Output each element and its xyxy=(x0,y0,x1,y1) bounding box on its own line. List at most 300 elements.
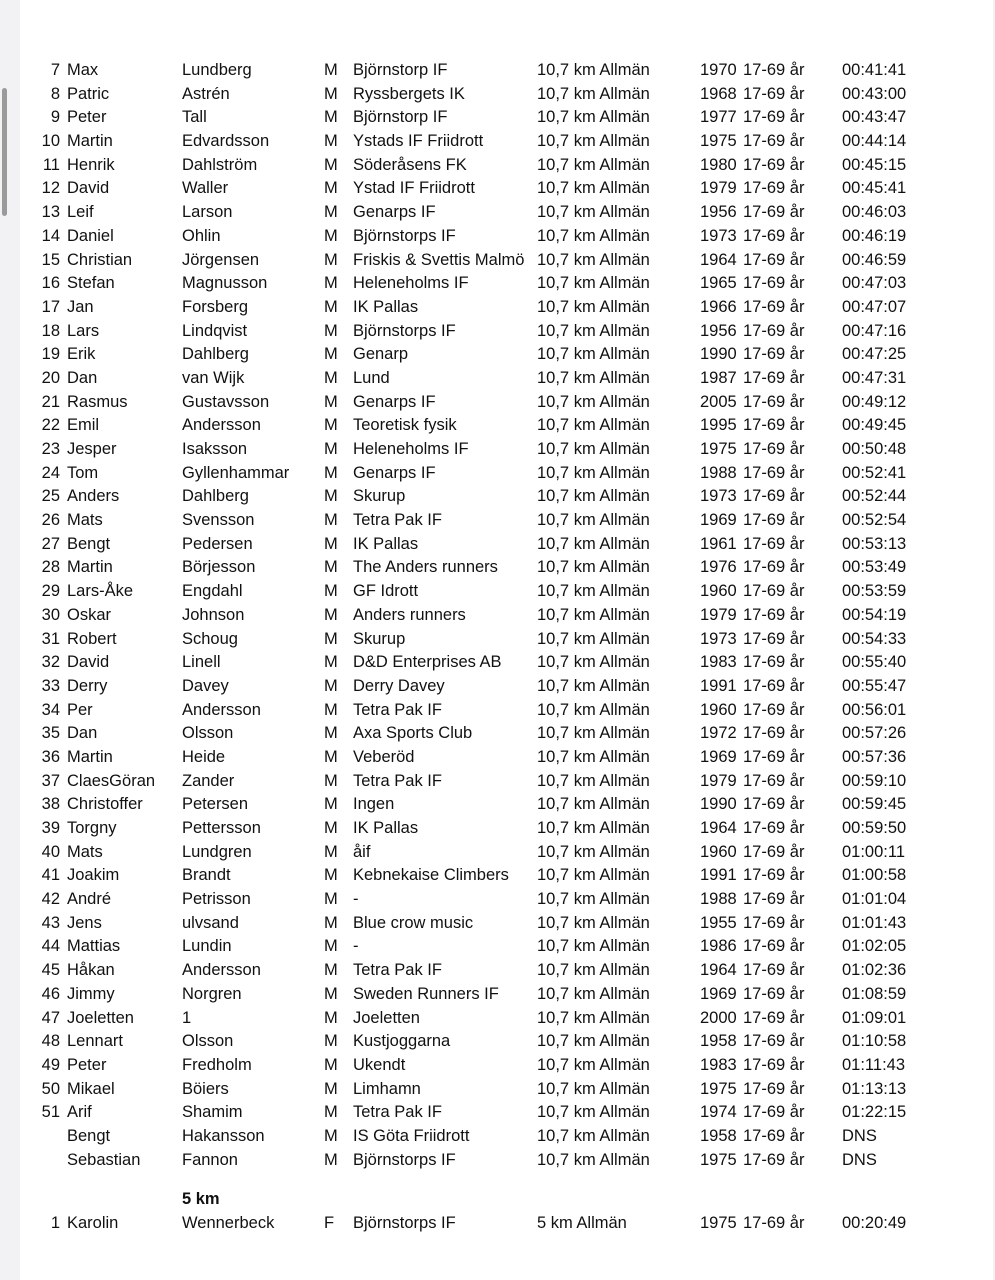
table-row xyxy=(20,864,993,888)
class-cell: 10,7 km Allmän xyxy=(537,416,650,435)
table-row xyxy=(20,628,993,652)
birth-year-cell: 1966 xyxy=(700,297,737,316)
table-row xyxy=(20,177,993,201)
class-cell: 10,7 km Allmän xyxy=(537,558,650,577)
birth-year-cell: 1973 xyxy=(700,226,737,245)
last-name-cell: Edvardsson xyxy=(182,132,270,151)
club-cell: Genarps IF xyxy=(353,463,436,482)
first-name-cell: Christoffer xyxy=(67,795,143,814)
last-name-cell: Fannon xyxy=(182,1150,238,1169)
birth-year-cell: 1964 xyxy=(700,250,737,269)
club-cell: Ystads IF Friidrott xyxy=(353,132,484,151)
place-cell: 13 xyxy=(41,203,60,222)
age-group-cell: 17-69 år xyxy=(743,1079,805,1098)
class-cell: 10,7 km Allmän xyxy=(537,795,650,814)
age-group-cell: 17-69 år xyxy=(743,345,805,364)
age-group-cell: 17-69 år xyxy=(743,984,805,1003)
club-cell: Ukendt xyxy=(353,1055,406,1074)
place-cell: 24 xyxy=(41,463,60,482)
place-cell: 11 xyxy=(42,155,60,174)
place-cell: 8 xyxy=(50,84,60,103)
birth-year-cell: 1964 xyxy=(700,961,737,980)
birth-year-cell: 1960 xyxy=(700,582,737,601)
birth-year-cell: 2005 xyxy=(700,392,737,411)
last-name-cell: 1 xyxy=(182,1008,192,1027)
class-cell: 10,7 km Allmän xyxy=(537,653,650,672)
last-name-cell: Petrisson xyxy=(182,890,251,909)
first-name-cell: Mats xyxy=(67,842,103,861)
sex-cell: M xyxy=(324,676,338,695)
sex-cell: M xyxy=(324,1008,338,1027)
age-group-cell: 17-69 år xyxy=(743,250,805,269)
time-cell: 01:01:04 xyxy=(842,890,907,909)
class-cell: 10,7 km Allmän xyxy=(537,368,650,387)
sex-cell: M xyxy=(324,724,338,743)
place-cell: 31 xyxy=(41,629,60,648)
last-name-cell: Olsson xyxy=(182,724,234,743)
place-cell: 47 xyxy=(41,1008,60,1027)
last-name-cell: Pedersen xyxy=(182,534,253,553)
place-cell: 36 xyxy=(41,747,60,766)
last-name-cell: Olsson xyxy=(182,1032,234,1051)
class-cell: 10,7 km Allmän xyxy=(537,747,650,766)
time-cell: 00:43:00 xyxy=(842,84,907,103)
last-name-cell: Jörgensen xyxy=(182,250,260,269)
place-cell: 10 xyxy=(41,132,60,151)
table-row xyxy=(20,841,993,865)
club-cell: Tetra Pak IF xyxy=(353,1103,442,1122)
place-cell: 20 xyxy=(41,368,60,387)
sex-cell: M xyxy=(324,582,338,601)
class-cell: 10,7 km Allmän xyxy=(537,1150,650,1169)
place-cell: 33 xyxy=(41,676,60,695)
age-group-cell: 17-69 år xyxy=(743,487,805,506)
age-group-cell: 17-69 år xyxy=(743,416,805,435)
table-row xyxy=(20,793,993,817)
age-group-cell: 17-69 år xyxy=(743,605,805,624)
sex-cell: M xyxy=(324,203,338,222)
time-cell: 01:02:36 xyxy=(842,961,907,980)
time-cell: 00:41:41 xyxy=(842,61,907,79)
club-cell: Skurup xyxy=(353,487,406,506)
birth-year-cell: 1973 xyxy=(700,629,737,648)
place-cell: 25 xyxy=(41,487,60,506)
club-cell: D&D Enterprises AB xyxy=(353,653,502,672)
section-heading-text: 5 km xyxy=(182,1190,220,1209)
club-cell: - xyxy=(353,890,359,909)
table-row xyxy=(20,912,993,936)
sex-cell: M xyxy=(324,345,338,364)
sex-cell: M xyxy=(324,1103,338,1122)
age-group-cell: 17-69 år xyxy=(743,392,805,411)
birth-year-cell: 1988 xyxy=(700,890,737,909)
class-cell: 10,7 km Allmän xyxy=(537,487,650,506)
class-cell: 10,7 km Allmän xyxy=(537,724,650,743)
club-cell: Björnstorps IF xyxy=(353,1214,456,1232)
place-cell: 26 xyxy=(41,511,60,530)
club-cell: IK Pallas xyxy=(353,297,419,316)
place-cell: 41 xyxy=(41,866,60,885)
club-cell: Joeletten xyxy=(353,1008,420,1027)
club-cell: - xyxy=(353,937,359,956)
age-group-cell: 17-69 år xyxy=(743,771,805,790)
sex-cell: M xyxy=(324,1126,338,1145)
club-cell: Björnstorps IF xyxy=(353,321,456,340)
table-row xyxy=(20,556,993,580)
first-name-cell: Martin xyxy=(67,558,113,577)
club-cell: åif xyxy=(353,842,371,861)
table-row xyxy=(20,1078,993,1102)
class-cell: 10,7 km Allmän xyxy=(537,890,650,909)
first-name-cell: Lennart xyxy=(67,1032,123,1051)
club-cell: Ryssbergets IK xyxy=(353,84,465,103)
time-cell: 00:55:40 xyxy=(842,653,907,672)
place-cell: 45 xyxy=(41,961,60,980)
club-cell: Sweden Runners IF xyxy=(353,984,499,1003)
class-cell: 10,7 km Allmän xyxy=(537,842,650,861)
age-group-cell: 17-69 år xyxy=(743,61,805,79)
class-cell: 10,7 km Allmän xyxy=(537,582,650,601)
sex-cell: M xyxy=(324,155,338,174)
first-name-cell: Jan xyxy=(67,297,94,316)
first-name-cell: Robert xyxy=(67,629,117,648)
first-name-cell: Jens xyxy=(67,913,102,932)
age-group-cell: 17-69 år xyxy=(743,866,805,885)
time-cell: 00:54:33 xyxy=(842,629,907,648)
class-cell: 10,7 km Allmän xyxy=(537,1103,650,1122)
sex-cell: M xyxy=(324,984,338,1003)
class-cell: 10,7 km Allmän xyxy=(537,1008,650,1027)
time-cell: 00:57:26 xyxy=(842,724,907,743)
last-name-cell: Dahlberg xyxy=(182,487,249,506)
age-group-cell: 17-69 år xyxy=(743,1008,805,1027)
class-cell: 10,7 km Allmän xyxy=(537,61,650,79)
first-name-cell: Christian xyxy=(67,250,133,269)
sex-cell: M xyxy=(324,747,338,766)
club-cell: Tetra Pak IF xyxy=(353,961,442,980)
first-name-cell: Mikael xyxy=(67,1079,115,1098)
last-name-cell: Börjesson xyxy=(182,558,256,577)
sex-cell: M xyxy=(324,84,338,103)
first-name-cell: Sebastian xyxy=(67,1150,141,1169)
class-cell: 10,7 km Allmän xyxy=(537,629,650,648)
last-name-cell: Lundberg xyxy=(182,61,252,79)
first-name-cell: Peter xyxy=(67,108,107,127)
club-cell: Söderåsens FK xyxy=(353,155,467,174)
time-cell: 00:57:36 xyxy=(842,747,907,766)
birth-year-cell: 1958 xyxy=(700,1126,737,1145)
birth-year-cell: 1973 xyxy=(700,487,737,506)
club-cell: Skurup xyxy=(353,629,406,648)
place-cell: 35 xyxy=(41,724,60,743)
club-cell: Tetra Pak IF xyxy=(353,771,442,790)
class-cell: 10,7 km Allmän xyxy=(537,1032,650,1051)
time-cell: 01:01:43 xyxy=(842,913,907,932)
birth-year-cell: 1964 xyxy=(700,819,737,837)
sex-cell: M xyxy=(324,605,338,624)
first-name-cell: Rasmus xyxy=(67,392,128,411)
sex-cell: M xyxy=(324,534,338,553)
birth-year-cell: 1976 xyxy=(700,558,737,577)
age-group-cell: 17-69 år xyxy=(743,1103,805,1122)
class-cell: 10,7 km Allmän xyxy=(537,771,650,790)
last-name-cell: Ohlin xyxy=(182,226,221,245)
table-row xyxy=(20,1007,993,1031)
table-row xyxy=(20,1125,993,1149)
birth-year-cell: 1980 xyxy=(700,155,737,174)
club-cell: Ystad IF Friidrott xyxy=(353,179,475,198)
sex-cell: M xyxy=(324,108,338,127)
age-group-cell: 17-69 år xyxy=(743,226,805,245)
time-cell: 00:47:25 xyxy=(842,345,907,364)
time-cell: 01:00:58 xyxy=(842,866,907,885)
table-row xyxy=(20,1030,993,1054)
place-cell: 49 xyxy=(41,1055,60,1074)
first-name-cell: Henrik xyxy=(67,155,115,174)
table-row xyxy=(20,509,993,533)
class-cell: 5 km Allmän xyxy=(537,1214,627,1232)
place-cell: 19 xyxy=(41,345,60,364)
sex-cell: M xyxy=(324,866,338,885)
last-name-cell: Andersson xyxy=(182,416,261,435)
scroll-indicator[interactable] xyxy=(2,88,7,216)
class-cell: 10,7 km Allmän xyxy=(537,132,650,151)
birth-year-cell: 1983 xyxy=(700,1055,737,1074)
sex-cell: M xyxy=(324,937,338,956)
class-cell: 10,7 km Allmän xyxy=(537,250,650,269)
age-group-cell: 17-69 år xyxy=(743,321,805,340)
club-cell: Björnstorp IF xyxy=(353,61,448,79)
last-name-cell: Engdahl xyxy=(182,582,243,601)
birth-year-cell: 1979 xyxy=(700,179,737,198)
sex-cell: M xyxy=(324,961,338,980)
last-name-cell: Waller xyxy=(182,179,229,198)
first-name-cell: Tom xyxy=(67,463,99,482)
age-group-cell: 17-69 år xyxy=(743,297,805,316)
birth-year-cell: 1975 xyxy=(700,1079,737,1098)
birth-year-cell: 1968 xyxy=(700,84,737,103)
sex-cell: F xyxy=(324,1214,335,1232)
place-cell: 44 xyxy=(41,937,60,956)
age-group-cell: 17-69 år xyxy=(743,961,805,980)
first-name-cell: Erik xyxy=(67,345,96,364)
place-cell: 9 xyxy=(50,108,60,127)
sex-cell: M xyxy=(324,819,338,837)
sex-cell: M xyxy=(324,1079,338,1098)
time-cell: 00:47:07 xyxy=(842,297,907,316)
first-name-cell: Lars-Åke xyxy=(67,582,134,601)
age-group-cell: 17-69 år xyxy=(743,700,805,719)
class-cell: 10,7 km Allmän xyxy=(537,392,650,411)
time-cell: 00:47:31 xyxy=(842,368,907,387)
last-name-cell: Andersson xyxy=(182,700,261,719)
table-row xyxy=(20,580,993,604)
last-name-cell: Johnson xyxy=(182,605,245,624)
first-name-cell: ClaesGöran xyxy=(67,771,156,790)
table-row xyxy=(20,462,993,486)
sex-cell: M xyxy=(324,321,338,340)
place-cell: 29 xyxy=(41,582,60,601)
birth-year-cell: 1986 xyxy=(700,937,737,956)
age-group-cell: 17-69 år xyxy=(743,747,805,766)
place-cell: 7 xyxy=(50,61,60,79)
sex-cell: M xyxy=(324,226,338,245)
place-cell: 40 xyxy=(41,842,60,861)
club-cell: Heleneholms IF xyxy=(353,440,469,458)
last-name-cell: Gyllenhammar xyxy=(182,463,290,482)
last-name-cell: Shamim xyxy=(182,1103,243,1122)
time-cell: 00:53:49 xyxy=(842,558,907,577)
table-row xyxy=(20,888,993,912)
place-cell: 42 xyxy=(41,890,60,909)
age-group-cell: 17-69 år xyxy=(743,795,805,814)
age-group-cell: 17-69 år xyxy=(743,440,805,458)
place-cell: 17 xyxy=(41,297,60,316)
sex-cell: M xyxy=(324,368,338,387)
place-cell: 38 xyxy=(41,795,60,814)
sex-cell: M xyxy=(324,392,338,411)
club-cell: Björnstorp IF xyxy=(353,108,448,127)
place-cell: 28 xyxy=(41,558,60,577)
place-cell: 27 xyxy=(41,534,60,553)
last-name-cell: Fredholm xyxy=(182,1055,252,1074)
club-cell: Björnstorps IF xyxy=(353,226,456,245)
results-10km xyxy=(20,59,993,1172)
age-group-cell: 17-69 år xyxy=(743,937,805,956)
last-name-cell: Lindqvist xyxy=(182,321,248,340)
club-cell: Friskis & Svettis Malmö xyxy=(353,250,525,269)
last-name-cell: Andersson xyxy=(182,961,261,980)
table-row xyxy=(20,1101,993,1125)
class-cell: 10,7 km Allmän xyxy=(537,1055,650,1074)
class-cell: 10,7 km Allmän xyxy=(537,700,650,719)
time-cell: DNS xyxy=(842,1150,877,1169)
time-cell: 00:56:01 xyxy=(842,700,907,719)
time-cell: 00:59:10 xyxy=(842,771,907,790)
class-cell: 10,7 km Allmän xyxy=(537,676,650,695)
age-group-cell: 17-69 år xyxy=(743,132,805,151)
results-table xyxy=(20,59,993,1236)
first-name-cell: Lars xyxy=(67,321,100,340)
last-name-cell: Wennerbeck xyxy=(182,1214,275,1232)
age-group-cell: 17-69 år xyxy=(743,842,805,861)
table-row xyxy=(20,225,993,249)
last-name-cell: Zander xyxy=(182,771,235,790)
first-name-cell: Stefan xyxy=(67,274,115,293)
club-cell: Blue crow music xyxy=(353,913,474,932)
table-row xyxy=(20,935,993,959)
last-name-cell: Dahlström xyxy=(182,155,258,174)
table-row xyxy=(20,770,993,794)
class-cell: 10,7 km Allmän xyxy=(537,1126,650,1145)
last-name-cell: Böiers xyxy=(182,1079,229,1098)
sex-cell: M xyxy=(324,511,338,530)
class-cell: 10,7 km Allmän xyxy=(537,203,650,222)
birth-year-cell: 1960 xyxy=(700,842,737,861)
sex-cell: M xyxy=(324,558,338,577)
club-cell: Genarps IF xyxy=(353,203,436,222)
class-cell: 10,7 km Allmän xyxy=(537,984,650,1003)
time-cell: 00:46:59 xyxy=(842,250,907,269)
last-name-cell: Linell xyxy=(182,653,221,672)
club-cell: Anders runners xyxy=(353,605,466,624)
class-cell: 10,7 km Allmän xyxy=(537,108,650,127)
place-cell: 1 xyxy=(50,1214,60,1232)
table-row xyxy=(20,983,993,1007)
place-cell: 51 xyxy=(41,1103,60,1122)
last-name-cell: Lundin xyxy=(182,937,232,956)
birth-year-cell: 1955 xyxy=(700,913,737,932)
birth-year-cell: 1972 xyxy=(700,724,737,743)
first-name-cell: Mattias xyxy=(67,937,121,956)
last-name-cell: Pettersson xyxy=(182,819,261,837)
sex-cell: M xyxy=(324,842,338,861)
table-row xyxy=(20,130,993,154)
first-name-cell: Jimmy xyxy=(67,984,115,1003)
class-cell: 10,7 km Allmän xyxy=(537,866,650,885)
club-cell: Tetra Pak IF xyxy=(353,700,442,719)
place-cell: 23 xyxy=(41,440,60,458)
table-row xyxy=(20,651,993,675)
age-group-cell: 17-69 år xyxy=(743,84,805,103)
first-name-cell: André xyxy=(67,890,112,909)
time-cell: 00:45:15 xyxy=(842,155,907,174)
time-cell: 00:45:41 xyxy=(842,179,907,198)
last-name-cell: Isaksson xyxy=(182,440,248,458)
time-cell: 00:59:45 xyxy=(842,795,907,814)
sex-cell: M xyxy=(324,487,338,506)
last-name-cell: Brandt xyxy=(182,866,231,885)
first-name-cell: Dan xyxy=(67,368,98,387)
class-cell: 10,7 km Allmän xyxy=(537,297,650,316)
place-cell: 46 xyxy=(41,984,60,1003)
age-group-cell: 17-69 år xyxy=(743,653,805,672)
first-name-cell: Emil xyxy=(67,416,100,435)
table-row xyxy=(20,249,993,273)
sex-cell: M xyxy=(324,700,338,719)
club-cell: IS Göta Friidrott xyxy=(353,1126,470,1145)
birth-year-cell: 1977 xyxy=(700,108,737,127)
time-cell: 00:49:12 xyxy=(842,392,907,411)
section-heading-5km xyxy=(20,1188,993,1212)
table-row xyxy=(20,722,993,746)
birth-year-cell: 1961 xyxy=(700,534,737,553)
time-cell: 00:20:49 xyxy=(842,1214,907,1232)
place-cell: 34 xyxy=(41,700,60,719)
sex-cell: M xyxy=(324,890,338,909)
last-name-cell: Lundgren xyxy=(182,842,252,861)
time-cell: 00:53:59 xyxy=(842,582,907,601)
table-row xyxy=(20,272,993,296)
sex-cell: M xyxy=(324,1032,338,1051)
sex-cell: M xyxy=(324,61,338,79)
first-name-cell: Max xyxy=(67,61,99,79)
age-group-cell: 17-69 år xyxy=(743,558,805,577)
place-cell: 30 xyxy=(41,605,60,624)
last-name-cell: Tall xyxy=(182,108,207,127)
class-cell: 10,7 km Allmän xyxy=(537,84,650,103)
birth-year-cell: 1958 xyxy=(700,1032,737,1051)
birth-year-cell: 1970 xyxy=(700,61,737,79)
class-cell: 10,7 km Allmän xyxy=(537,511,650,530)
last-name-cell: Heide xyxy=(182,747,226,766)
table-row xyxy=(20,746,993,770)
age-group-cell: 17-69 år xyxy=(743,582,805,601)
sex-cell: M xyxy=(324,795,338,814)
birth-year-cell: 1960 xyxy=(700,700,737,719)
section-spacer xyxy=(20,1172,993,1188)
table-row xyxy=(20,391,993,415)
